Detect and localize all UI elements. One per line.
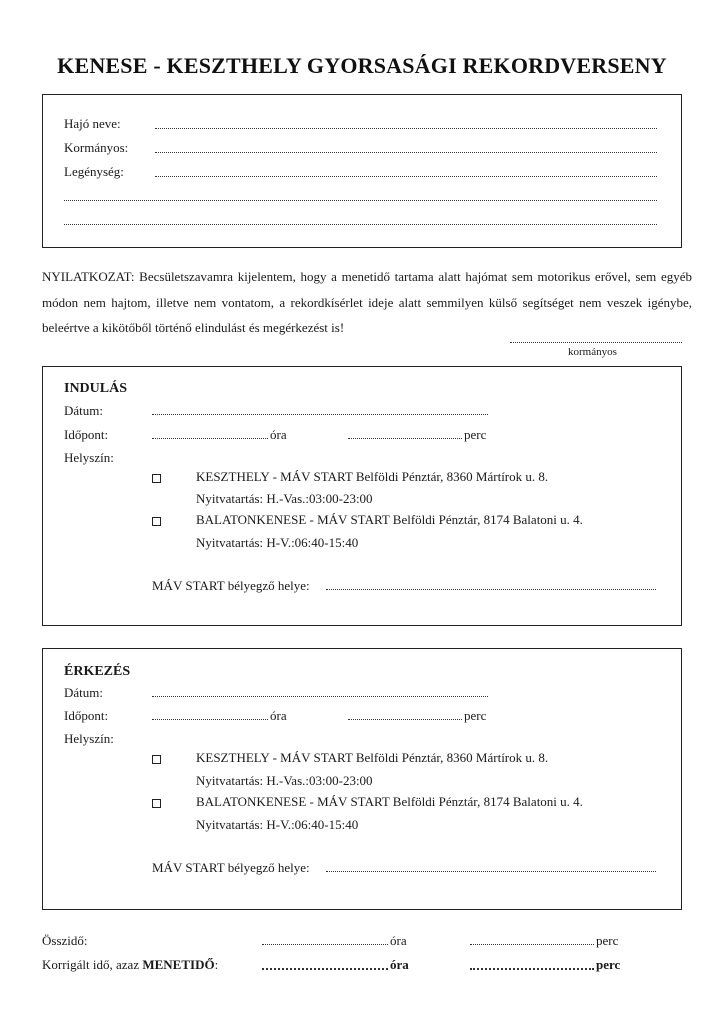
arrival-stamp-label: MÁV START bélyegző helye: — [152, 860, 310, 875]
arrival-date-label: Dátum: — [64, 685, 103, 700]
departure-keszthely-address: KESZTHELY - MÁV START Belföldi Pénztár, 8360 Mártírok u. 8. — [196, 469, 549, 484]
boat-name-row — [64, 116, 121, 132]
departure-minute-field[interactable] — [348, 438, 462, 439]
corrected-label-bold: MENETIDŐ — [142, 957, 215, 972]
signature-field[interactable] — [510, 342, 682, 343]
form-title: KENESE - KESZTHELY GYORSASÁGI REKORDVERSENY — [57, 53, 667, 78]
crew-field-1[interactable] — [155, 176, 657, 177]
departure-balatonkenese-hours: Nyitvatartás: H-V.:06:40-15:40 — [196, 535, 359, 550]
departure-balatonkenese-checkbox[interactable] — [152, 517, 161, 526]
crew-field-3[interactable] — [64, 224, 657, 225]
signature-label: kormányos — [568, 346, 617, 358]
arrival-keszthely-checkbox[interactable] — [152, 755, 161, 764]
corrected-time-label — [42, 957, 218, 973]
arrival-date-field[interactable] — [152, 696, 488, 697]
arrival-balatonkenese-checkbox[interactable] — [152, 799, 161, 808]
crew-row — [64, 164, 124, 180]
departure-heading: INDULÁS — [64, 381, 128, 396]
total-time-label: Összidő: — [42, 933, 88, 948]
declaration-text: NYILATKOZAT: Becsületszavamra kijelentem, hogy a menetidő tartama alatt hajómat sem motorikus erővel, sem egyéb módon nem hajtom, illetve nem vontatom, a rekordkísérlet ideje alatt semmilyen külső segítséget nem veszek igénybe, beleértve a kikötőből történő elindulást és megérkezést is! — [42, 269, 692, 335]
arrival-keszthely-hours: Nyitvatartás: H.-Vas.:03:00-23:00 — [196, 773, 373, 788]
total-minute-field[interactable] — [470, 944, 594, 945]
departure-minute-unit: perc — [464, 427, 487, 442]
departure-stamp-label: MÁV START bélyegző helye: — [152, 578, 310, 593]
departure-location-label: Helyszín: — [64, 450, 114, 465]
crew-field-2[interactable] — [64, 200, 657, 201]
total-hour-field[interactable] — [262, 944, 388, 945]
departure-balatonkenese-address: BALATONKENESE - MÁV START Belföldi Pénztár, 8174 Balatoni u. 4. — [196, 512, 583, 527]
helmsman-row — [64, 140, 128, 156]
departure-hour-field[interactable] — [152, 438, 268, 439]
departure-hour-unit: óra — [270, 427, 287, 442]
arrival-heading: ÉRKEZÉS — [64, 664, 131, 679]
departure-stamp-field[interactable] — [326, 589, 656, 590]
total-hour-unit: óra — [390, 933, 407, 948]
arrival-hour-field[interactable] — [152, 719, 268, 720]
departure-date-field[interactable] — [152, 414, 488, 415]
arrival-time-label: Időpont: — [64, 708, 109, 723]
helmsman-field[interactable] — [155, 152, 657, 153]
arrival-stamp-field[interactable] — [326, 871, 656, 872]
boat-name-field[interactable] — [155, 128, 657, 129]
departure-date-label: Dátum: — [64, 403, 103, 418]
arrival-balatonkenese-address: BALATONKENESE - MÁV START Belföldi Pénztár, 8174 Balatoni u. 4. — [196, 794, 583, 809]
arrival-minute-field[interactable] — [348, 719, 462, 720]
corrected-label-suffix: : — [214, 957, 219, 972]
arrival-minute-unit: perc — [464, 708, 487, 723]
boat-name-label: Hajó neve: — [64, 116, 121, 131]
departure-keszthely-hours: Nyitvatartás: H.-Vas.:03:00-23:00 — [196, 491, 373, 506]
arrival-balatonkenese-hours: Nyitvatartás: H-V.:06:40-15:40 — [196, 817, 359, 832]
helmsman-label: Kormányos: — [64, 140, 129, 155]
departure-time-label: Időpont: — [64, 427, 109, 442]
corrected-hour-field[interactable] — [262, 968, 388, 970]
arrival-hour-unit: óra — [270, 708, 287, 723]
departure-keszthely-checkbox[interactable] — [152, 474, 161, 483]
corrected-minute-unit: perc — [596, 957, 621, 972]
corrected-minute-field[interactable] — [470, 968, 594, 970]
corrected-label-prefix: Korrigált idő, azaz — [42, 957, 143, 972]
corrected-hour-unit: óra — [390, 957, 409, 972]
crew-label: Legénység: — [64, 164, 124, 179]
arrival-location-label: Helyszín: — [64, 731, 114, 746]
total-minute-unit: perc — [596, 933, 619, 948]
arrival-keszthely-address: KESZTHELY - MÁV START Belföldi Pénztár, 8360 Mártírok u. 8. — [196, 750, 549, 765]
